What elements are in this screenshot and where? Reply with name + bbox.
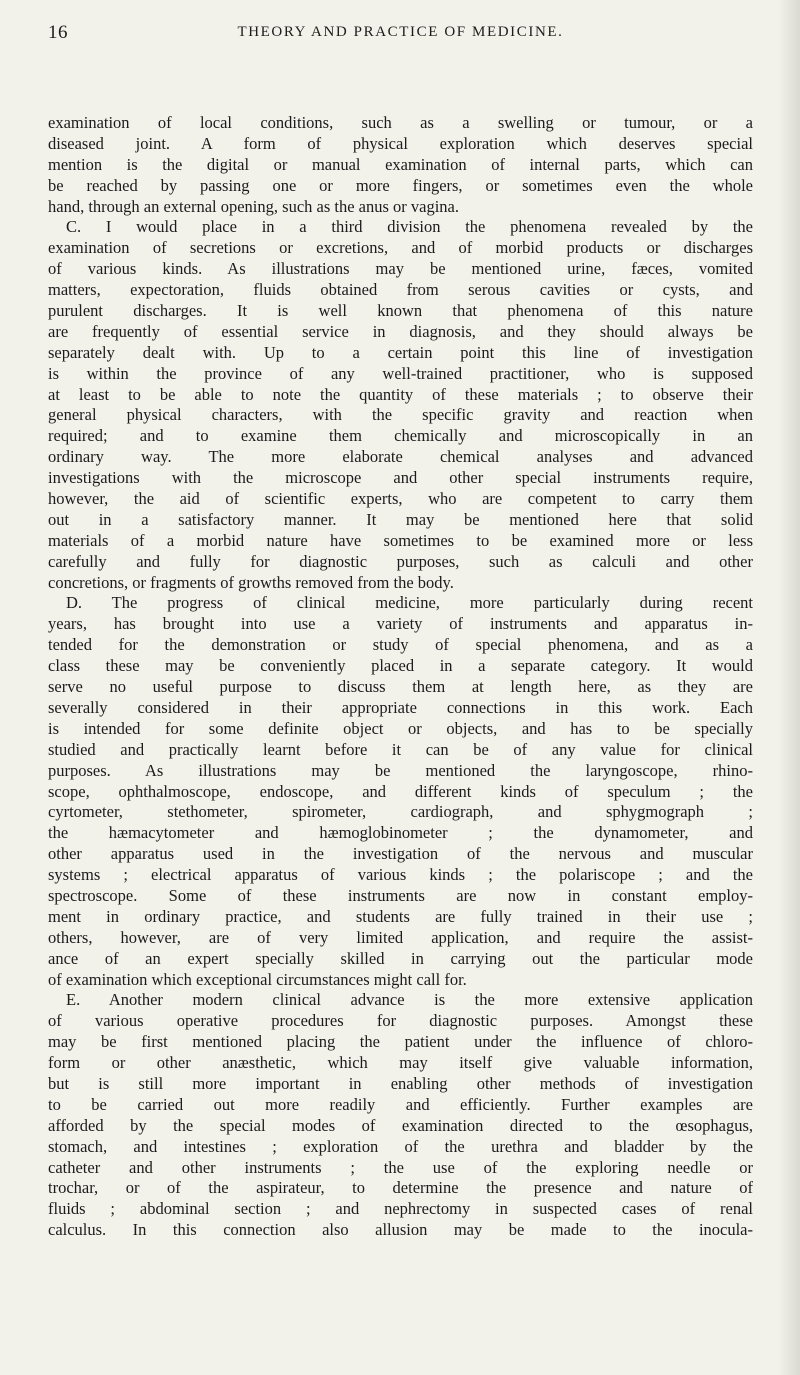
text-line: examination of local conditions, such as a swelling or tumour, or a xyxy=(48,113,753,132)
text-line: separately dealt with. Up to a certain point this line of investigation xyxy=(48,342,753,362)
text-line: general physical characters, with the specific gravity and reaction when xyxy=(48,405,753,425)
text-line: C. I would place in a third division the phenomena revealed by the xyxy=(66,217,753,237)
text-line: of examination which exceptional circumstances might call for. xyxy=(48,969,467,989)
text-line: materials of a morbid nature have sometimes to be examined more or less xyxy=(48,530,753,550)
text-line: form or other anæsthetic, which may itself give valuable information, xyxy=(48,1053,753,1073)
text-line: diseased joint. A form of physical exploration which deserves special xyxy=(48,133,753,153)
page-edge-shadow xyxy=(778,0,800,1375)
text-line: ordinary way. The more elaborate chemical analyses and advanced xyxy=(48,447,753,467)
text-line: may be first mentioned placing the patient under the influence of chloro- xyxy=(48,1032,753,1052)
text-line: years, has brought into use a variety of instruments and apparatus in- xyxy=(48,614,753,634)
text-line: spectroscope. Some of these instruments are now in constant employ- xyxy=(48,885,753,905)
text-line: but is still more important in enabling other methods of investigation xyxy=(48,1073,753,1093)
text-line: stomach, and intestines ; exploration of the urethra and bladder by the xyxy=(48,1136,753,1156)
text-line: trochar, or of the aspirateur, to determine the presence and nature of xyxy=(48,1178,753,1198)
text-line: out in a satisfactory manner. It may be mentioned here that solid xyxy=(48,509,753,529)
text-line: ment in ordinary practice, and students are fully trained in their use ; xyxy=(48,906,753,926)
page-number: 16 xyxy=(48,22,68,43)
text-line: required; and to examine them chemically and microscopically in an xyxy=(48,426,753,446)
text-line: be reached by passing one or more fingers, or sometimes even the whole xyxy=(48,175,753,195)
text-line: of various operative procedures for diagnostic purposes. Amongst these xyxy=(48,1011,753,1031)
text-line: ance of an expert specially skilled in carrying out the particular mode xyxy=(48,948,753,968)
text-line: carefully and fully for diagnostic purposes, such as calculi and other xyxy=(48,551,753,571)
text-line: scope, ophthalmoscope, endoscope, and different kinds of speculum ; the xyxy=(48,781,753,801)
text-line: investigations with the microscope and other special instruments require, xyxy=(48,468,753,488)
text-line: afforded by the special modes of examination directed to the œsophagus, xyxy=(48,1115,753,1135)
text-line: severally considered in their appropriate connections in this work. Each xyxy=(48,697,753,717)
text-line: however, the aid of scientific experts, who are competent to carry them xyxy=(48,489,753,509)
text-line: D. The progress of clinical medicine, more particularly during recent xyxy=(66,593,753,613)
text-line: E. Another modern clinical advance is the more extensive application xyxy=(66,990,753,1010)
text-line: hand, through an external opening, such as the anus or vagina. xyxy=(48,196,460,216)
text-line: are frequently of essential service in diagnosis, and they should always be xyxy=(48,321,753,341)
text-line: is within the province of any well-trained practitioner, who is supposed xyxy=(48,363,753,383)
text-line: others, however, are of very limited application, and require the assist- xyxy=(48,927,753,947)
text-line: serve no useful purpose to discuss them at length here, as they are xyxy=(48,677,753,697)
text-line: is intended for some definite object or objects, and has to be specially xyxy=(48,718,753,738)
text-line: of various kinds. As illustrations may be mentioned urine, fæces, vomited xyxy=(48,259,753,279)
text-line: at least to be able to note the quantity of these materials ; to observe their xyxy=(48,384,753,404)
text-line: studied and practically learnt before it can be of any value for clinical xyxy=(48,739,753,759)
text-line: concretions, or fragments of growths removed from the body. xyxy=(48,572,454,592)
text-line: cyrtometer, stethometer, spirometer, cardiograph, and sphygmograph ; xyxy=(48,802,753,822)
text-line: tended for the demonstration or study of special phenomena, and as a xyxy=(48,635,753,655)
body-text xyxy=(48,113,753,1241)
text-line: calculus. In this connection also allusion may be made to the inocula- xyxy=(48,1220,753,1240)
page-header xyxy=(48,22,753,46)
text-line: other apparatus used in the investigation of the nervous and muscular xyxy=(48,844,753,864)
text-line: mention is the digital or manual examination of internal parts, which can xyxy=(48,154,753,174)
text-line: matters, expectoration, fluids obtained from serous cavities or cysts, and xyxy=(48,280,753,300)
text-line: systems ; electrical apparatus of various kinds ; the polariscope ; and the xyxy=(48,865,753,885)
text-line: examination of secretions or excretions, and of morbid products or discharges xyxy=(48,238,753,258)
text-line: the hæmacytometer and hæmoglobinometer ; the dynamometer, and xyxy=(48,823,753,843)
text-line: purposes. As illustrations may be mentioned the laryngoscope, rhino- xyxy=(48,760,753,780)
running-title: THEORY AND PRACTICE OF MEDICINE. xyxy=(237,24,564,40)
text-line: fluids ; abdominal section ; and nephrectomy in suspected cases of renal xyxy=(48,1199,753,1219)
text-line: class these may be conveniently placed in a separate category. It would xyxy=(48,656,753,676)
text-line: purulent discharges. It is well known that phenomena of this nature xyxy=(48,301,753,321)
text-line: to be carried out more readily and efficiently. Further examples are xyxy=(48,1094,753,1114)
text-line: catheter and other instruments ; the use of the exploring needle or xyxy=(48,1157,753,1177)
